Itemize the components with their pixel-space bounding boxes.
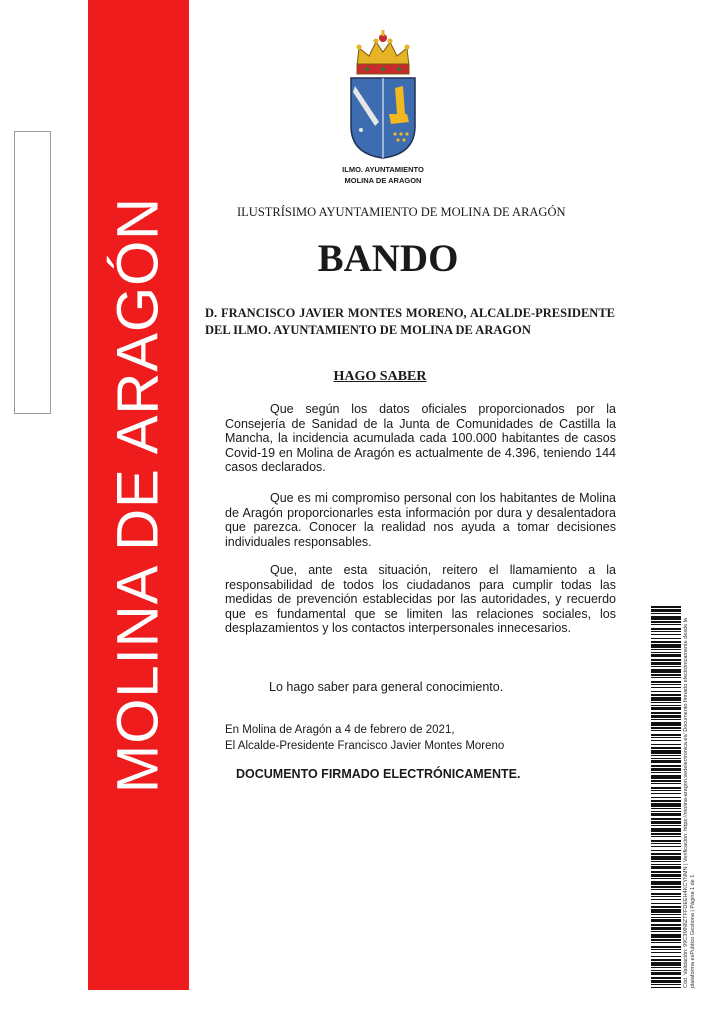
bottom-strip <box>0 1002 717 1024</box>
official-heading: D. FRANCISCO JAVIER MONTES MORENO, ALCALDE-PRESIDENTE DEL ILMO. AYUNTAMIENTO DE MOLINA DE ARAGON <box>205 306 615 337</box>
crest-caption-line1: ILMO. AYUNTAMIENTO <box>342 165 424 174</box>
blank-stub-box <box>14 131 51 414</box>
crest-caption <box>300 164 466 186</box>
coat-of-arms-icon <box>343 30 423 160</box>
document-title: BANDO <box>317 237 459 280</box>
signature-place-date: En Molina de Aragón a 4 de febrero de 2021, <box>225 724 455 736</box>
electronic-signature-note: DOCUMENTO FIRMADO ELECTRÓNICAMENTE. <box>236 767 521 781</box>
signature-signer: El Alcalde-Presidente Francisco Javier Montes Moreno <box>225 740 505 752</box>
side-band-text: MOLINA DE ARAGÓN <box>105 196 171 794</box>
closing-line: Lo hago saber para general conocimiento. <box>269 680 504 694</box>
crest-caption-line2: MOLINA DE ARAGON <box>344 176 422 185</box>
paragraph-incidence: Que según los datos oficiales proporcionados por la Consejería de Sanidad de la Junta de Comunidades de Castilla la Mancha, la incidencia acumulada cada 100.000 habitantes de casos Covid-19 en Molina de Aragón es actualmente de 4.396, teniendo 144 casos declarados. <box>225 402 616 474</box>
verification-text: Cód. Validación: 99C3MN6ZTFFDEEH4KCYNMN | Verificación: https://molina-aragon.sedelectronica.es/ Documento firmado electrónicamente desde la plataforma esPublico Gestiona | Página 1 de 1 <box>683 618 696 988</box>
barcode-icon <box>651 606 681 988</box>
council-header: ILUSTRÍSIMO AYUNTAMIENTO DE MOLINA DE ARAGÓN <box>237 205 566 219</box>
section-subtitle: HAGO SABER <box>333 369 427 384</box>
paragraph-responsibility: Que, ante esta situación, reitero el llamamiento a la responsabilidad de todos los ciudadanos para cumplir todas las medidas de prevención establecidas por las autoridades, y recuerdo que es fundamental que se limiten las relaciones sociales, los desplazamientos y los contactos interpersonales innecesarios. <box>225 563 616 635</box>
paragraph-commitment: Que es mi compromiso personal con los habitantes de Molina de Aragón proporcionarles esta información por dura y desalentadora que parezca. Conocer la realidad nos ayuda a tomar decisiones individuales responsables. <box>225 491 616 549</box>
